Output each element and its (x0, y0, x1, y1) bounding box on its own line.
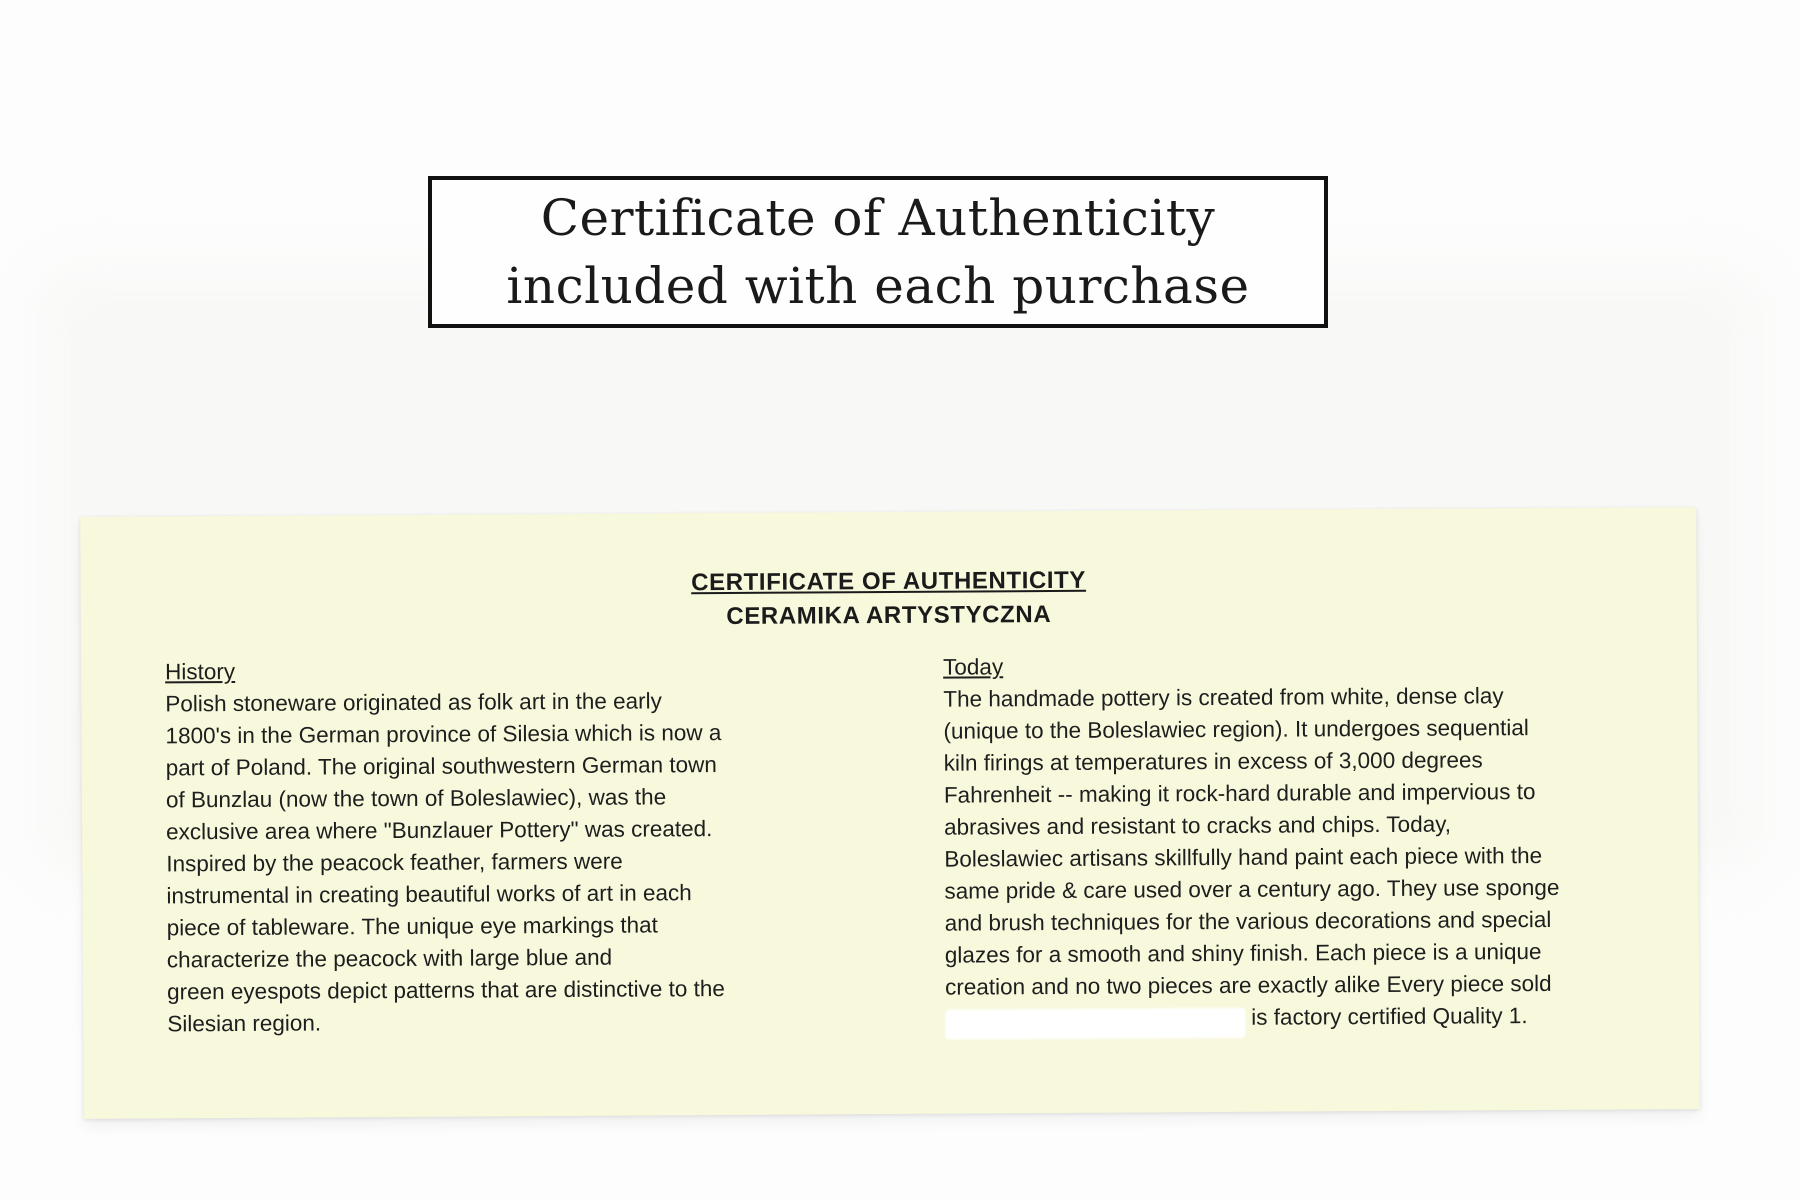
history-line: 1800's in the German province of Silesia which is now a (165, 720, 722, 749)
history-line: exclusive area where "Bunzlauer Pottery" was created. (166, 816, 713, 845)
today-column (943, 647, 1665, 1035)
today-line: creation and no two pieces are exactly alike Every piece sold (944, 970, 1552, 1000)
history-line: Silesian region. (167, 1010, 322, 1037)
history-line: instrumental in creating beautiful works of art in each (166, 880, 692, 909)
today-line: (unique to the Boleslawiec region). It undergoes sequential (943, 715, 1529, 744)
today-line: Fahrenheit -- making it rock-hard durable and impervious to (943, 779, 1536, 808)
today-line: glazes for a smooth and shiny finish. Each piece is a unique (944, 939, 1542, 968)
history-line: green eyespots depict patterns that are distinctive to the (167, 976, 725, 1005)
certificate-title (81, 563, 1697, 601)
today-line: same pride & care used over a century ago. They use sponge (944, 874, 1560, 904)
today-line: Boleslawiec artisans skillfully hand paint each piece with the (944, 843, 1543, 872)
today-line: kiln firings at temperatures in excess of 3,000 degrees (943, 747, 1483, 776)
notice-line-2: included with each purchase (506, 257, 1250, 315)
history-line: characterize the peacock with large blue and (166, 944, 613, 973)
certificate-title-text: CERTIFICATE OF AUTHENTICITY (691, 566, 1087, 597)
redacted-area (945, 1008, 1245, 1040)
today-line: abrasives and resistant to cracks and chips. Today, (944, 811, 1452, 840)
history-heading: History (165, 658, 236, 685)
history-column (165, 652, 887, 1040)
today-line: and brush techniques for the various decorations and special (944, 906, 1552, 936)
purchase-notice-box (428, 176, 1328, 328)
certificate-subtitle: CERAMIKA ARTYSTYCZNA (726, 601, 1052, 630)
history-line: piece of tableware. The unique eye markings that (166, 912, 658, 941)
history-line: Inspired by the peacock feather, farmers were (166, 848, 623, 877)
certificate-card (80, 507, 1700, 1119)
today-line: is factory certified Quality 1. (1251, 1003, 1528, 1030)
today-line: The handmade pottery is created from white, dense clay (943, 683, 1504, 712)
history-line: Polish stoneware originated as folk art in the early (165, 688, 662, 717)
history-line: part of Poland. The original southwestern German town (165, 752, 717, 781)
today-heading: Today (943, 654, 1004, 680)
notice-line-1: Certificate of Authenticity (540, 189, 1216, 247)
history-line: of Bunzlau (now the town of Boleslawiec), was the (165, 784, 667, 813)
